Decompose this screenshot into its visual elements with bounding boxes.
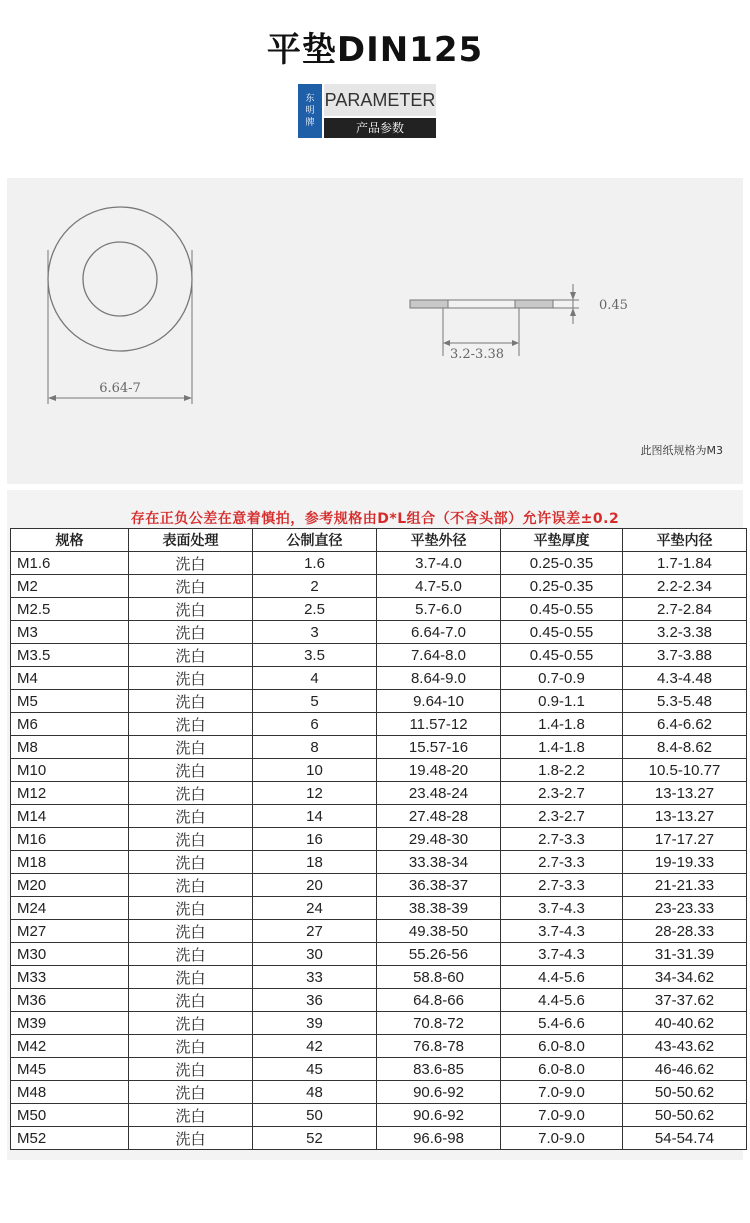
cell-inner-diameter: 13-13.27 (623, 782, 747, 805)
table-row (11, 805, 747, 828)
cell-thickness: 0.45-0.55 (501, 621, 623, 644)
cell-inner-diameter: 1.7-1.84 (623, 552, 747, 575)
cell-spec: M3 (11, 621, 129, 644)
cell-inner-diameter: 37-37.62 (623, 989, 747, 1012)
cell-surface: 洗白 (129, 736, 253, 759)
cell-thickness: 1.4-1.8 (501, 713, 623, 736)
header-outer-diameter: 平垫外径 (377, 529, 501, 552)
table-row (11, 575, 747, 598)
cell-spec: M8 (11, 736, 129, 759)
table-row (11, 713, 747, 736)
cell-outer-diameter: 76.8-78 (377, 1035, 501, 1058)
cell-thickness: 4.4-5.6 (501, 966, 623, 989)
cell-outer-diameter: 11.57-12 (377, 713, 501, 736)
cell-metric-diameter: 33 (253, 966, 377, 989)
header-metric-diameter: 公制直径 (253, 529, 377, 552)
cell-surface: 洗白 (129, 782, 253, 805)
cell-metric-diameter: 18 (253, 851, 377, 874)
cell-outer-diameter: 49.38-50 (377, 920, 501, 943)
cell-inner-diameter: 21-21.33 (623, 874, 747, 897)
cell-outer-diameter: 9.64-10 (377, 690, 501, 713)
cell-thickness: 6.0-8.0 (501, 1035, 623, 1058)
cell-thickness: 2.3-2.7 (501, 782, 623, 805)
cell-spec: M33 (11, 966, 129, 989)
cell-inner-diameter: 10.5-10.77 (623, 759, 747, 782)
header-surface: 表面处理 (129, 529, 253, 552)
washer-outer-circle (48, 207, 192, 351)
table-row (11, 667, 747, 690)
cell-spec: M3.5 (11, 644, 129, 667)
cell-metric-diameter: 3 (253, 621, 377, 644)
table-row (11, 690, 747, 713)
cell-thickness: 0.7-0.9 (501, 667, 623, 690)
cell-spec: M27 (11, 920, 129, 943)
arrow-head (184, 395, 192, 401)
cell-inner-diameter: 28-28.33 (623, 920, 747, 943)
badge-english-label: PARAMETER (324, 84, 436, 116)
cell-thickness: 2.3-2.7 (501, 805, 623, 828)
table-row (11, 1012, 747, 1035)
cell-metric-diameter: 5 (253, 690, 377, 713)
cell-surface: 洗白 (129, 1058, 253, 1081)
header-inner-diameter: 平垫内径 (623, 529, 747, 552)
cell-thickness: 2.7-3.3 (501, 828, 623, 851)
cell-inner-diameter: 46-46.62 (623, 1058, 747, 1081)
cell-metric-diameter: 27 (253, 920, 377, 943)
brand-block (298, 84, 322, 138)
table-row (11, 966, 747, 989)
badge-chinese-label: 产品参数 (324, 118, 436, 138)
table-row (11, 1104, 747, 1127)
cell-surface: 洗白 (129, 1081, 253, 1104)
cell-metric-diameter: 52 (253, 1127, 377, 1150)
cell-surface: 洗白 (129, 1127, 253, 1150)
cell-outer-diameter: 96.6-98 (377, 1127, 501, 1150)
cell-surface: 洗白 (129, 1012, 253, 1035)
cell-surface: 洗白 (129, 989, 253, 1012)
cell-inner-diameter: 3.7-3.88 (623, 644, 747, 667)
spec-table (10, 528, 747, 1150)
cell-spec: M45 (11, 1058, 129, 1081)
cell-surface: 洗白 (129, 805, 253, 828)
cell-spec: M1.6 (11, 552, 129, 575)
parameter-badge (298, 84, 438, 138)
washer-inner-circle (83, 242, 157, 316)
cell-inner-diameter: 3.2-3.38 (623, 621, 747, 644)
table-row (11, 1127, 747, 1150)
outer-diameter-label: 6.64-7 (99, 381, 141, 396)
cell-surface: 洗白 (129, 943, 253, 966)
cell-inner-diameter: 50-50.62 (623, 1104, 747, 1127)
cell-metric-diameter: 42 (253, 1035, 377, 1058)
cell-thickness: 0.9-1.1 (501, 690, 623, 713)
table-row (11, 598, 747, 621)
cell-spec: M18 (11, 851, 129, 874)
cell-metric-diameter: 20 (253, 874, 377, 897)
cell-inner-diameter: 43-43.62 (623, 1035, 747, 1058)
cell-outer-diameter: 83.6-85 (377, 1058, 501, 1081)
cell-outer-diameter: 38.38-39 (377, 897, 501, 920)
brand-char: 明 (305, 106, 315, 116)
cell-inner-diameter: 5.3-5.48 (623, 690, 747, 713)
cell-metric-diameter: 3.5 (253, 644, 377, 667)
cell-outer-diameter: 4.7-5.0 (377, 575, 501, 598)
cell-metric-diameter: 48 (253, 1081, 377, 1104)
header-thickness: 平垫厚度 (501, 529, 623, 552)
cell-inner-diameter: 2.2-2.34 (623, 575, 747, 598)
cell-outer-diameter: 19.48-20 (377, 759, 501, 782)
cell-spec: M52 (11, 1127, 129, 1150)
table-row (11, 552, 747, 575)
cell-surface: 洗白 (129, 1104, 253, 1127)
cell-thickness: 2.7-3.3 (501, 851, 623, 874)
cell-outer-diameter: 64.8-66 (377, 989, 501, 1012)
header-spec: 规格 (11, 529, 129, 552)
cell-spec: M42 (11, 1035, 129, 1058)
table-row (11, 874, 747, 897)
cell-thickness: 6.0-8.0 (501, 1058, 623, 1081)
cell-inner-diameter: 23-23.33 (623, 897, 747, 920)
cell-inner-diameter: 17-17.27 (623, 828, 747, 851)
cell-thickness: 0.25-0.35 (501, 552, 623, 575)
table-row (11, 1081, 747, 1104)
cell-spec: M50 (11, 1104, 129, 1127)
cell-spec: M30 (11, 943, 129, 966)
cell-surface: 洗白 (129, 575, 253, 598)
page-title: 平垫DIN125 (266, 30, 484, 70)
cell-spec: M48 (11, 1081, 129, 1104)
cell-thickness: 1.8-2.2 (501, 759, 623, 782)
table-row (11, 1035, 747, 1058)
table-row (11, 736, 747, 759)
cell-spec: M6 (11, 713, 129, 736)
cell-outer-diameter: 29.48-30 (377, 828, 501, 851)
cell-outer-diameter: 90.6-92 (377, 1104, 501, 1127)
cell-thickness: 3.7-4.3 (501, 897, 623, 920)
cell-metric-diameter: 45 (253, 1058, 377, 1081)
cell-metric-diameter: 4 (253, 667, 377, 690)
cell-outer-diameter: 70.8-72 (377, 1012, 501, 1035)
cell-metric-diameter: 8 (253, 736, 377, 759)
cell-spec: M16 (11, 828, 129, 851)
cell-spec: M5 (11, 690, 129, 713)
table-body (11, 552, 747, 1150)
cell-outer-diameter: 6.64-7.0 (377, 621, 501, 644)
cell-spec: M14 (11, 805, 129, 828)
cell-inner-diameter: 19-19.33 (623, 851, 747, 874)
cell-metric-diameter: 10 (253, 759, 377, 782)
cell-surface: 洗白 (129, 920, 253, 943)
cell-outer-diameter: 7.64-8.0 (377, 644, 501, 667)
cell-metric-diameter: 6 (253, 713, 377, 736)
table-row (11, 943, 747, 966)
cell-surface: 洗白 (129, 966, 253, 989)
brand-char: 东 (305, 94, 315, 104)
table-row (11, 759, 747, 782)
cell-surface: 洗白 (129, 713, 253, 736)
cell-surface: 洗白 (129, 667, 253, 690)
cell-outer-diameter: 15.57-16 (377, 736, 501, 759)
cell-metric-diameter: 30 (253, 943, 377, 966)
cell-inner-diameter: 8.4-8.62 (623, 736, 747, 759)
cell-thickness: 1.4-1.8 (501, 736, 623, 759)
cell-surface: 洗白 (129, 690, 253, 713)
cell-inner-diameter: 31-31.39 (623, 943, 747, 966)
brand-char: 牌 (305, 118, 315, 128)
cell-outer-diameter: 90.6-92 (377, 1081, 501, 1104)
table-row (11, 1058, 747, 1081)
table-row (11, 621, 747, 644)
cell-surface: 洗白 (129, 759, 253, 782)
washer-side-left (410, 300, 448, 308)
cell-inner-diameter: 40-40.62 (623, 1012, 747, 1035)
cell-spec: M2.5 (11, 598, 129, 621)
inner-diameter-label: 3.2-3.38 (449, 347, 505, 362)
arrow-head (48, 395, 56, 401)
cell-thickness: 7.0-9.0 (501, 1104, 623, 1127)
cell-spec: M39 (11, 1012, 129, 1035)
thickness-label: 0.45 (599, 298, 628, 313)
table-row (11, 897, 747, 920)
cell-surface: 洗白 (129, 828, 253, 851)
arrow-head (512, 340, 519, 346)
cell-inner-diameter: 54-54.74 (623, 1127, 747, 1150)
technical-drawing (7, 178, 743, 484)
cell-spec: M2 (11, 575, 129, 598)
cell-thickness: 2.7-3.3 (501, 874, 623, 897)
cell-metric-diameter: 50 (253, 1104, 377, 1127)
cell-outer-diameter: 27.48-28 (377, 805, 501, 828)
cell-surface: 洗白 (129, 874, 253, 897)
cell-outer-diameter: 33.38-34 (377, 851, 501, 874)
drawing-canvas (7, 178, 743, 484)
cell-spec: M20 (11, 874, 129, 897)
cell-metric-diameter: 24 (253, 897, 377, 920)
cell-metric-diameter: 2 (253, 575, 377, 598)
cell-outer-diameter: 23.48-24 (377, 782, 501, 805)
cell-inner-diameter: 4.3-4.48 (623, 667, 747, 690)
table-row (11, 920, 747, 943)
cell-inner-diameter: 13-13.27 (623, 805, 747, 828)
arrow-head (443, 340, 450, 346)
cell-metric-diameter: 36 (253, 989, 377, 1012)
cell-spec: M10 (11, 759, 129, 782)
cell-metric-diameter: 14 (253, 805, 377, 828)
cell-outer-diameter: 55.26-56 (377, 943, 501, 966)
cell-inner-diameter: 34-34.62 (623, 966, 747, 989)
cell-thickness: 0.45-0.55 (501, 598, 623, 621)
cell-thickness: 4.4-5.6 (501, 989, 623, 1012)
cell-surface: 洗白 (129, 621, 253, 644)
washer-side-right (515, 300, 553, 308)
cell-spec: M4 (11, 667, 129, 690)
cell-outer-diameter: 5.7-6.0 (377, 598, 501, 621)
cell-surface: 洗白 (129, 897, 253, 920)
cell-outer-diameter: 36.38-37 (377, 874, 501, 897)
cell-thickness: 7.0-9.0 (501, 1081, 623, 1104)
cell-inner-diameter: 50-50.62 (623, 1081, 747, 1104)
cell-spec: M24 (11, 897, 129, 920)
cell-thickness: 0.25-0.35 (501, 575, 623, 598)
cell-spec: M36 (11, 989, 129, 1012)
cell-metric-diameter: 16 (253, 828, 377, 851)
table-row (11, 782, 747, 805)
cell-surface: 洗白 (129, 644, 253, 667)
table-row (11, 851, 747, 874)
arrow-head (570, 292, 576, 300)
cell-thickness: 7.0-9.0 (501, 1127, 623, 1150)
cell-inner-diameter: 2.7-2.84 (623, 598, 747, 621)
table-header-row (11, 529, 747, 552)
cell-outer-diameter: 3.7-4.0 (377, 552, 501, 575)
cell-thickness: 3.7-4.3 (501, 920, 623, 943)
cell-metric-diameter: 39 (253, 1012, 377, 1035)
cell-spec: M12 (11, 782, 129, 805)
arrow-head (570, 308, 576, 316)
cell-surface: 洗白 (129, 598, 253, 621)
table-row (11, 989, 747, 1012)
cell-surface: 洗白 (129, 851, 253, 874)
drawing-note: 此图纸规格为M3 (640, 444, 723, 457)
cell-metric-diameter: 2.5 (253, 598, 377, 621)
table-row (11, 644, 747, 667)
cell-outer-diameter: 8.64-9.0 (377, 667, 501, 690)
cell-metric-diameter: 1.6 (253, 552, 377, 575)
cell-outer-diameter: 58.8-60 (377, 966, 501, 989)
tolerance-notice: 存在正负公差在意着慎拍，参考规格由D*L组合（不含头部）允许误差±0.2 (130, 511, 620, 527)
table-row (11, 828, 747, 851)
cell-thickness: 3.7-4.3 (501, 943, 623, 966)
cell-thickness: 5.4-6.6 (501, 1012, 623, 1035)
cell-thickness: 0.45-0.55 (501, 644, 623, 667)
cell-surface: 洗白 (129, 552, 253, 575)
cell-metric-diameter: 12 (253, 782, 377, 805)
cell-surface: 洗白 (129, 1035, 253, 1058)
cell-inner-diameter: 6.4-6.62 (623, 713, 747, 736)
spec-table-panel (7, 490, 743, 1160)
